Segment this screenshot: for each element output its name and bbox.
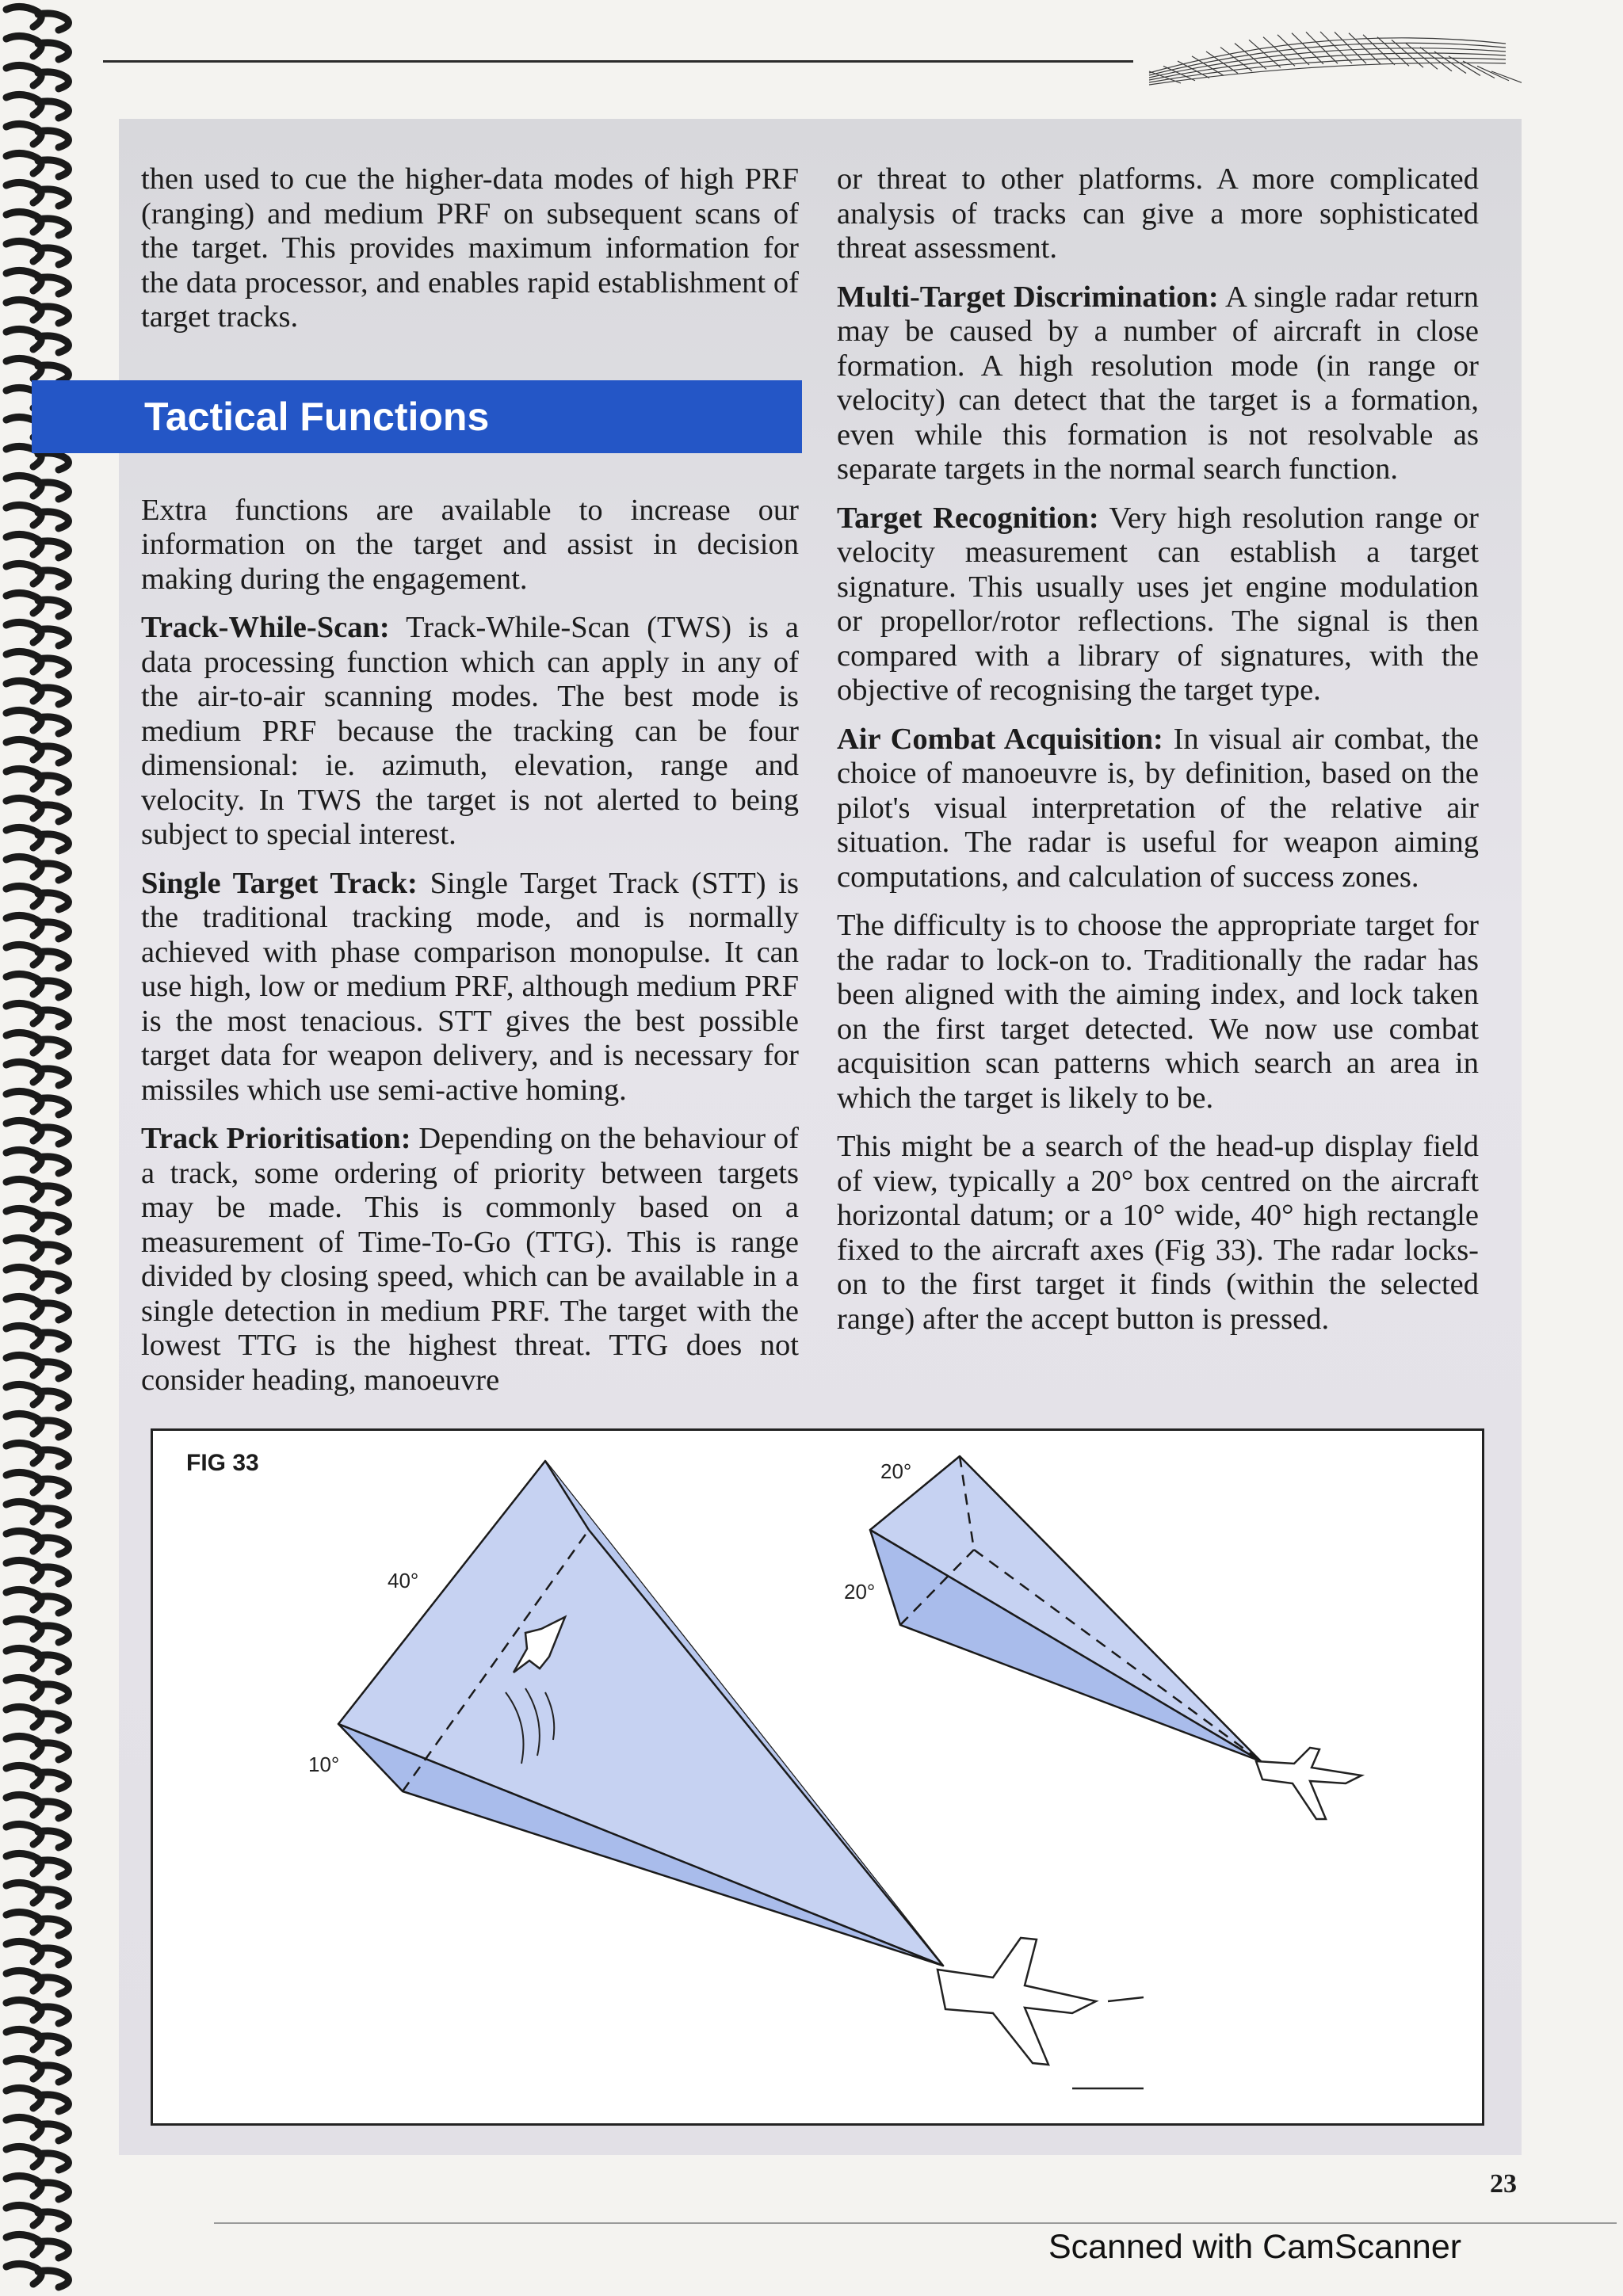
page-number: 23 [1490, 2169, 1517, 2199]
fighter-aircraft-right-icon [1256, 1748, 1361, 1819]
difficulty-paragraph: The difficulty is to choose the appropriate target for the radar to lock-on to. Traditionally the radar has been aligned with the aiming index, and lock taken on the first target detected. We now use combat acquisition scan patterns which search an area in which the target is likely to be. [837, 909, 1479, 1115]
left-width-angle-label: 10° [308, 1753, 340, 1776]
right-column [837, 162, 1479, 1351]
mtd-heading: Multi-Target Discrimination: [837, 280, 1219, 314]
fighter-aircraft-left-icon [938, 1938, 1144, 2088]
tp-paragraph [141, 1122, 799, 1398]
tws-paragraph [141, 611, 799, 852]
left-height-angle-label: 40° [388, 1569, 419, 1592]
tr-heading: Target Recognition: [837, 501, 1099, 535]
tr-body: Very high resolution range or velocity measurement can establish a target signature. This usually uses jet engine modulation or propellor/rotor reflections. The signal is then compared with a library of signatures, with the objective of recognising the target type. [837, 501, 1480, 707]
aca-paragraph [837, 723, 1479, 895]
left-scan-volume-top-face [338, 1461, 943, 1966]
aca-heading: Air Combat Acquisition: [837, 722, 1163, 756]
figure-33-diagram [153, 1431, 1482, 2123]
mtd-body: A single radar return may be caused by a number of aircraft in close formation. A high resolution mode (in range or velocity) can detect that the target is a formation, even while this formation is not resolvable as separate targets in the normal search function. [837, 280, 1479, 486]
footer-rule [214, 2222, 1617, 2224]
tws-heading: Track-While-Scan: [141, 611, 390, 644]
mesh-wave-decoration [1133, 16, 1522, 95]
camscanner-watermark: Scanned with CamScanner [1048, 2228, 1462, 2266]
stt-paragraph [141, 867, 799, 1108]
aca-body: In visual air combat, the choice of manoeuvre is, by definition, based on the pilot's visual interpretation of the relative air situation. The radar is useful for weapon aiming computations, and calculation of success zones. [837, 722, 1479, 894]
tr-paragraph [837, 502, 1479, 708]
stt-body: Single Target Track (STT) is the traditional tracking mode, and is normally achieved with phase comparison monopulse. It can use high, low or medium PRF, although medium PRF is the most tenacious. STT gives the best possible target data for weapon delivery, and is necessary for missiles which use semi-active homing. [141, 866, 799, 1107]
tp-heading: Track Prioritisation: [141, 1122, 411, 1155]
tactical-intro-paragraph: Extra functions are available to increase our information on the target and assist in decision making during the engagement. [141, 493, 799, 596]
spiral-binding [0, 0, 87, 2296]
continued-paragraph: or threat to other platforms. A more complicated analysis of tracks can give a more sophisticated threat assessment. [837, 162, 1479, 265]
section-heading-tactical-functions: Tactical Functions [32, 380, 802, 453]
tws-body: Track-While-Scan (TWS) is a data processing function which can apply in any of the air-to-air scanning modes. The best mode is medium PRF because the tracking can be four dimensional: ie. azimuth, elevation, range and velocity. In TWS the target is not alerted to being subject to special interest. [141, 611, 799, 851]
mtd-paragraph [837, 280, 1479, 487]
intro-paragraph: then used to cue the higher-data modes of high PRF (ranging) and medium PRF on subsequent scans of the target. This provides maximum information for the data processor, and enables rapid establishment of target tracks. [141, 162, 799, 334]
right-height-angle-label: 20° [844, 1580, 876, 1604]
tp-body: Depending on the behaviour of a track, some ordering of priority between targets may be made. This is commonly based on a measurement of Time-To-Go (TTG). This is range divided by closing speed, which can be available in a single detection in medium PRF. The target with the lowest TTG is the highest threat. TTG does not consider heading, manoeuvre [141, 1122, 799, 1397]
section-spacer [141, 349, 799, 494]
left-column [141, 162, 799, 1412]
header-rule [103, 60, 1133, 63]
hud-paragraph: This might be a search of the head-up display field of view, typically a 20° box centred on the aircraft horizontal datum; or a 10° wide, 40° high rectangle fixed to the aircraft axes (Fig 33). The radar locks-on to the first target it finds (within the selected range) after the accept button is pressed. [837, 1130, 1479, 1336]
figure-33 [151, 1428, 1484, 2126]
right-width-angle-label: 20° [880, 1459, 912, 1483]
figure-label: FIG 33 [186, 1450, 259, 1476]
stt-heading: Single Target Track: [141, 866, 418, 900]
